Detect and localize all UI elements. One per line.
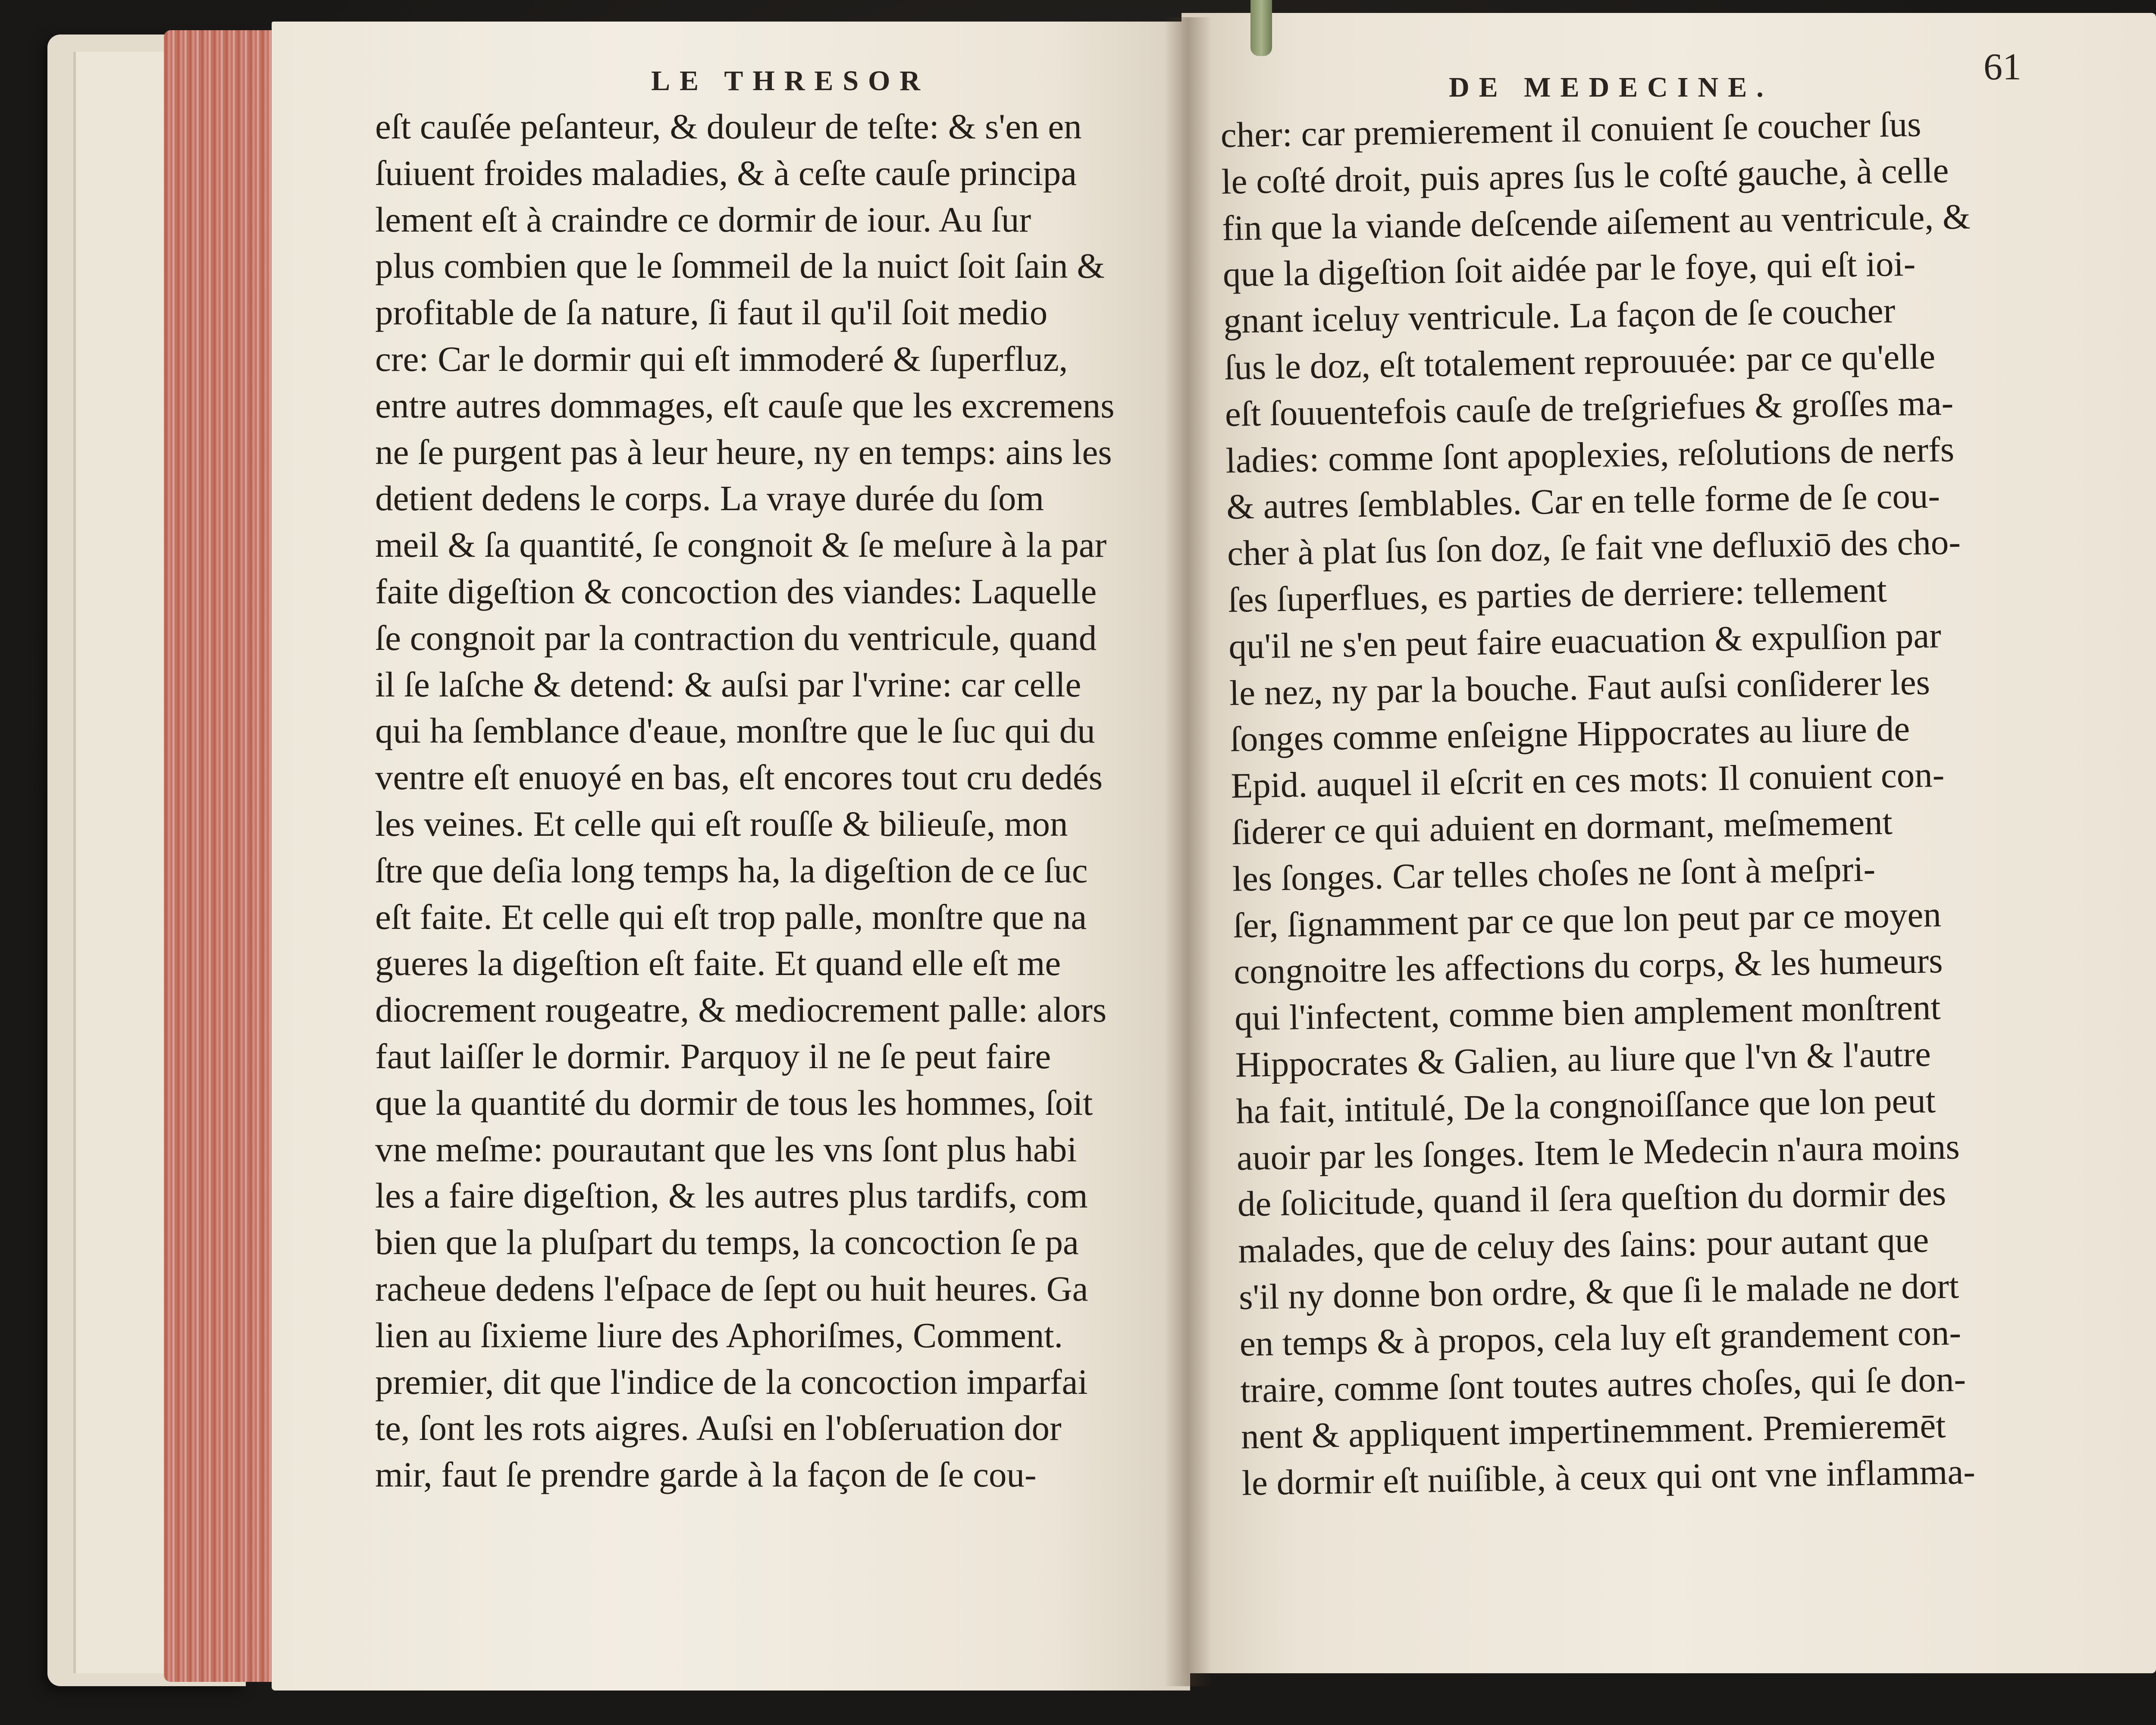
left-page-text-line: que la quantité du dormir de tous les hommes, ſoit [375,1082,1093,1123]
right-page-text-line: de ſolicitude, quand il ſera queſtion du dormir des [1237,1173,1946,1224]
right-page-text-line: congnoitre les affections du corps, & les humeurs [1233,941,1943,992]
right-page-text [1220,99,2092,1506]
left-page-text-line: ventre eſt enuoyé en bas, eſt encores tout cru dedés [375,757,1103,797]
left-page-text-line: ne ſe purgent pas à leur heure, ny en temps: ains les [375,432,1112,472]
left-page-text-line: plus combien que le ſommeil de la nuict ſoit ſain & [375,246,1105,286]
right-page-text-line: ſes ſuperflues, es parties de derriere: tellement [1228,569,1887,620]
right-page-text-line: malades, que de celuy des ſains: pour autant que [1238,1220,1929,1270]
right-page-text-line: ladies: comme ſont apoplexies, reſolutions de nerfs [1225,429,1955,480]
right-page-text-line: ſiderer ce qui aduient en dormant, meſmement [1231,802,1893,852]
right-page-text-line: s'il ny donne bon ordre, & que ſi le malade ne dort [1238,1266,1959,1317]
left-page-text-line: meil & ſa quantité, ſe congnoit & ſe meſure à la par [375,525,1107,565]
right-page-text-line: cher: car premierement il conuient ſe coucher ſus [1220,104,1922,155]
right-page-text-line: eſt ſouuentefois cauſe de treſgriefues & groſſes ma- [1225,383,1954,434]
left-page-text-line: les veines. Et celle qui eſt rouſſe & bilieuſe, mon [375,803,1068,844]
left-page-text-line: lien au ſixieme liure des Aphoriſmes, Comment. [375,1315,1063,1355]
page-number: 61 [1984,46,2021,88]
right-page-text-line: qui l'infectent, comme bien amplement monſtrent [1234,987,1941,1038]
right-page-text-line: que la digeſtion ſoit aidée par le foye, qui eſt ioi- [1222,244,1916,295]
right-page-text-line: ſus le doz, eſt totalement reprouuée: par ce qu'elle [1224,336,1936,387]
right-page-text-line: auoir par les ſonges. Item le Medecin n'aura moins [1236,1126,1960,1178]
right-page-text-line: les ſonges. Car telles choſes ne ſont à meſpri- [1232,849,1876,899]
bookmark-ribbon [1250,0,1272,56]
right-page-text-line: Epid. auquel il eſcrit en ces mots: Il conuient con- [1230,754,1945,806]
right-page-text-line: le dormir eſt nuiſible, à ceux qui ont vne inflamma- [1241,1452,1976,1503]
left-running-head: LE THRESOR [651,65,930,97]
left-page-text-line: entre autres dommages, eſt cauſe que les excremens [375,385,1115,425]
left-page-text-line: eſt cauſée peſanteur, & douleur de teſte: & s'en en [375,107,1082,146]
right-page-text-line: le nez, ny par la bouche. Faut auſsi conſiderer les [1229,662,1930,713]
left-page-text-line: te, ſont les rots aigres. Auſsi en l'obſeruation dor [375,1408,1062,1448]
left-page-text-line: qui ha ſemblance d'eaue, monſtre que le ſuc qui du [375,711,1095,751]
left-page-text-line: ſuiuent froides maladies, & à ceſte cauſe principa [375,153,1077,193]
left-page-text-line: cre: Car le dormir qui eſt immoderé & ſuperfluz, [375,339,1068,379]
left-page-text-line: il ſe laſche & detend: & auſsi par l'vrine: car celle [375,664,1081,704]
left-page-text-line: diocrement rougeatre, & mediocrement palle: alors [375,990,1107,1030]
left-page-text-line: les a faire digeſtion, & les autres plus tardifs, com [375,1176,1088,1216]
left-page-text-line: gueres la digeſtion eſt faite. Et quand elle eſt me [375,943,1061,983]
left-page-text-line: ſe congnoit par la contraction du ventricule, quand [375,618,1097,658]
right-page-text-line: traire, comme ſont toutes autres choſes, qui ſe don- [1240,1358,1966,1410]
left-page-text [375,104,1186,1498]
left-page-text-line: faite digeſtion & concoction des viandes: Laquelle [375,571,1097,611]
right-page-text-line: & autres ſemblables. Car en telle forme de ſe cou- [1226,476,1940,527]
right-page-text-line: ha fait, intitulé, De la congnoiſſance que lon peut [1235,1080,1936,1131]
right-page-text-line: fin que la viande deſcende aiſement au ventricule, & [1222,196,1971,248]
right-page-text-line: gnant iceluy ventricule. La façon de ſe coucher [1223,290,1896,341]
left-page-text-line: vne meſme: pourautant que les vns ſont plus habi [375,1129,1077,1169]
left-page-text-line: faut laiſſer le dormir. Parquoy il ne ſe peut faire [375,1036,1051,1076]
left-page-text-line: eſt faite. Et celle qui eſt trop palle, monſtre que na [375,897,1087,937]
left-page-text-line: mir, faut ſe prendre garde à la façon de ſe cou- [375,1455,1037,1495]
left-page-text-line: ſtre que deſia long temps ha, la digeſtion de ce ſuc [375,850,1088,890]
left-page-text-line: bien que la pluſpart du temps, la concoction ſe pa [375,1222,1079,1262]
right-page-text-line: ſer, ſignamment par ce que lon peut par ce moyen [1232,894,1942,945]
left-page-text-line: premier, dit que l'indice de la concoction imparfai [375,1361,1088,1402]
left-page-text-line: racheue dedens l'eſpace de ſept ou huit heures. Ga [375,1268,1088,1308]
right-page-text-line: nent & appliquent impertinemment. Premieremēt [1241,1405,1946,1456]
right-page-text-line: le coſté droit, puis apres ſus le coſté gauche, à celle [1221,150,1949,201]
right-page-text-line: ſonges comme enſeigne Hippocrates au liure de [1230,709,1910,759]
left-page-text-line: detient dedens le corps. La vraye durée du ſom [375,478,1044,518]
right-page-text-line: qu'il ne s'en peut faire euacuation & expulſion par [1228,615,1942,666]
right-page-text-line: Hippocrates & Galien, au liure que l'vn & l'autre [1235,1034,1931,1085]
right-page-text-line: en temps & à propos, cela luy eſt grandement con- [1239,1312,1962,1364]
left-page-text-line: profitable de ſa nature, ſi faut il qu'il ſoit medio [375,292,1048,332]
right-page-text-line: cher à plat ſus ſon doz, ſe fait vne defluxiō des cho- [1227,522,1961,574]
right-running-head: DE MEDECINE. [1449,72,1773,103]
left-page-text-line: lement eſt à craindre ce dormir de iour. Au ſur [375,199,1031,239]
